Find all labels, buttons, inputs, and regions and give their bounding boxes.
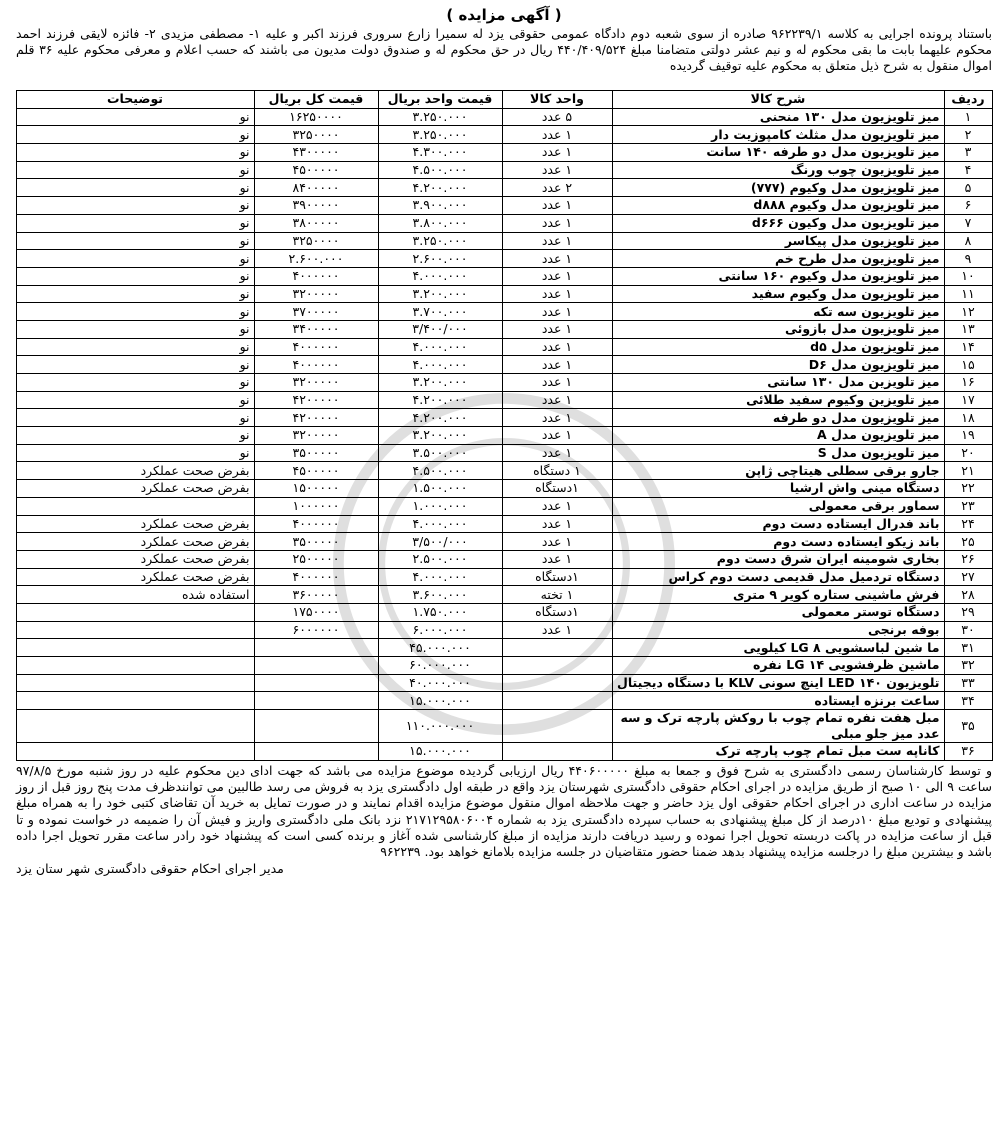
item-unit: ۱ عدد (502, 197, 612, 215)
item-unit-price: ۳/۵۰۰/۰۰۰ (378, 533, 502, 551)
item-total-price: ۳۶۰۰۰۰۰ (254, 586, 378, 604)
item-unit-price: ۴.۲۰۰.۰۰۰ (378, 179, 502, 197)
item-unit: ۱ عدد (502, 409, 612, 427)
item-total-price: ۳۹۰۰۰۰۰ (254, 197, 378, 215)
item-total-price: ۴۲۰۰۰۰۰ (254, 409, 378, 427)
item-description: میز تلویزیون مدل دو طرفه (612, 409, 944, 427)
item-notes: نو (16, 427, 254, 445)
item-unit-price: ۳.۲۵۰.۰۰۰ (378, 126, 502, 144)
item-total-price: ۱۵۰۰۰۰۰ (254, 480, 378, 498)
row-number: ۲۷ (944, 568, 992, 586)
item-unit: ۱ عدد (502, 444, 612, 462)
item-total-price: ۴۰۰۰۰۰۰ (254, 338, 378, 356)
table-row (16, 497, 992, 515)
table-row (16, 674, 992, 692)
item-description: مبل هفت نفره تمام چوب با روکش پارچه ترک و سه عدد میز جلو مبلی (612, 710, 944, 743)
item-unit (502, 639, 612, 657)
row-number: ۱۷ (944, 391, 992, 409)
item-description: میز تلویزیون مدل مثلث کامپوزیت دار (612, 126, 944, 144)
table-row (16, 657, 992, 675)
item-total-price: ۴۵۰۰۰۰۰ (254, 161, 378, 179)
item-description: میز تلویزیون مدل وکیوم d۸۸۸ (612, 197, 944, 215)
row-number: ۲۱ (944, 462, 992, 480)
item-notes: نو (16, 144, 254, 162)
item-notes (16, 674, 254, 692)
item-description: تلویزیون LED ۱۴۰ اینچ سونی KLV با دستگاه دیجیتال (612, 674, 944, 692)
item-unit: ۱ عدد (502, 161, 612, 179)
item-unit (502, 710, 612, 743)
table-row (16, 710, 992, 743)
header-unit-price: قیمت واحد بریال (378, 91, 502, 109)
row-number: ۱ (944, 108, 992, 126)
table-row (16, 232, 992, 250)
item-unit: ۱ عدد (502, 515, 612, 533)
item-description: میز تلویزیون مدل وکیون d۶۶۶ (612, 214, 944, 232)
row-number: ۲۳ (944, 497, 992, 515)
table-row (16, 409, 992, 427)
item-notes (16, 603, 254, 621)
item-total-price: ۳۲۵۰۰۰۰ (254, 232, 378, 250)
item-notes: نو (16, 409, 254, 427)
item-unit-price: ۲.۵۰۰.۰۰۰ (378, 550, 502, 568)
item-unit-price: ۳.۲۰۰.۰۰۰ (378, 285, 502, 303)
row-number: ۳۵ (944, 710, 992, 743)
item-total-price (254, 657, 378, 675)
item-notes: نو (16, 320, 254, 338)
item-total-price: ۴۳۰۰۰۰۰ (254, 144, 378, 162)
table-row (16, 692, 992, 710)
item-total-price: ۳۵۰۰۰۰۰ (254, 533, 378, 551)
table-row (16, 126, 992, 144)
item-total-price: ۳۲۰۰۰۰۰ (254, 427, 378, 445)
item-description: میز تلویزیون چوب ورنگ (612, 161, 944, 179)
row-number: ۲۹ (944, 603, 992, 621)
table-row (16, 444, 992, 462)
items-table (16, 90, 993, 761)
item-unit (502, 692, 612, 710)
item-notes: بفرض صحت عملکرد (16, 550, 254, 568)
item-unit: ۱ عدد (502, 232, 612, 250)
item-unit-price: ۴.۳۰۰.۰۰۰ (378, 144, 502, 162)
intro-text: باستناد پرونده اجرایی به کلاسه ۹۶۲۲۳۹/۱ صادره از سوی شعبه دوم دادگاه عمومی حقوقی یزد له سمیرا زارع سروری فرزند اکبر و علیه ۱- مصطفی مزیدی ۲- فائزه لایقی فرزند احمد محکوم علیهما بابت ما بقی محکوم له و نیم عشر دولتی متضامنا مبلغ ۴۴۰/۴۰۹/۵۲۴ ریال در حق محکوم له و صندوق دولت مدیون می باشند که حسب اعلام و معرفی محکوم علیه ۳۶ قلم اموال منقول به شرح ذیل متعلق به محکوم علیه توقیف گردیده (16, 26, 992, 73)
table-header-row (16, 91, 992, 109)
item-unit-price: ۶۰.۰۰۰.۰۰۰ (378, 657, 502, 675)
item-description: ما شین لباسشویی LG ۸ کیلویی (612, 639, 944, 657)
item-notes: نو (16, 374, 254, 392)
item-unit-price: ۳.۲۰۰.۰۰۰ (378, 374, 502, 392)
item-notes (16, 710, 254, 743)
item-total-price: ۴۰۰۰۰۰۰ (254, 356, 378, 374)
item-description: میز تلویزیون مدل وکیوم ۱۶۰ سانتی (612, 267, 944, 285)
item-unit: ۱دستگاه (502, 480, 612, 498)
item-total-price: ۱۰۰۰۰۰۰ (254, 497, 378, 515)
item-notes: بفرض صحت عملکرد (16, 533, 254, 551)
item-unit-price: ۳.۲۵۰.۰۰۰ (378, 108, 502, 126)
item-unit-price: ۴.۰۰۰.۰۰۰ (378, 338, 502, 356)
table-row (16, 303, 992, 321)
item-unit: ۱ عدد (502, 126, 612, 144)
table-row (16, 214, 992, 232)
item-notes: بفرض صحت عملکرد (16, 462, 254, 480)
item-unit-price: ۳.۲۵۰.۰۰۰ (378, 232, 502, 250)
item-unit-price: ۴۵.۰۰۰.۰۰۰ (378, 639, 502, 657)
row-number: ۴ (944, 161, 992, 179)
table-row (16, 743, 992, 761)
item-notes: نو (16, 232, 254, 250)
item-total-price: ۳۵۰۰۰۰۰ (254, 444, 378, 462)
item-unit: ۱ عدد (502, 214, 612, 232)
table-row (16, 320, 992, 338)
row-number: ۳ (944, 144, 992, 162)
item-unit-price: ۱۵.۰۰۰.۰۰۰ (378, 692, 502, 710)
item-unit: ۱دستگاه (502, 603, 612, 621)
table-row (16, 374, 992, 392)
row-number: ۸ (944, 232, 992, 250)
item-unit-price: ۱.۷۵۰.۰۰۰ (378, 603, 502, 621)
table-row (16, 515, 992, 533)
item-total-price: ۲.۶۰۰.۰۰۰ (254, 250, 378, 268)
item-unit: ۱ عدد (502, 285, 612, 303)
item-notes: نو (16, 214, 254, 232)
item-notes: نو (16, 303, 254, 321)
row-number: ۱۵ (944, 356, 992, 374)
item-description: میز تلویزیون مدل طرح خم (612, 250, 944, 268)
item-unit: ۱ عدد (502, 267, 612, 285)
row-number: ۲۶ (944, 550, 992, 568)
item-notes (16, 621, 254, 639)
item-unit: ۱ عدد (502, 427, 612, 445)
item-unit-price: ۴.۲۰۰.۰۰۰ (378, 391, 502, 409)
item-total-price: ۳۴۰۰۰۰۰ (254, 320, 378, 338)
item-notes (16, 657, 254, 675)
item-unit: ۱ عدد (502, 621, 612, 639)
item-unit: ۱ عدد (502, 250, 612, 268)
signature-line (4, 861, 1004, 876)
item-unit-price: ۱۱۰.۰۰۰.۰۰۰ (378, 710, 502, 743)
item-description: کاناپه ست مبل تمام چوب پارچه ترک (612, 743, 944, 761)
row-number: ۳۶ (944, 743, 992, 761)
item-unit: ۱ عدد (502, 550, 612, 568)
item-unit-price: ۳.۲۰۰.۰۰۰ (378, 427, 502, 445)
item-unit-price: ۱.۵۰۰.۰۰۰ (378, 480, 502, 498)
row-number: ۲۵ (944, 533, 992, 551)
item-total-price: ۴۵۰۰۰۰۰ (254, 462, 378, 480)
item-unit (502, 743, 612, 761)
item-unit-price: ۱۵.۰۰۰.۰۰۰ (378, 743, 502, 761)
item-description: میز تلویزیون مدل بازوئی (612, 320, 944, 338)
item-total-price: ۶۰۰۰۰۰۰ (254, 621, 378, 639)
item-total-price: ۱۷۵۰۰۰۰ (254, 603, 378, 621)
item-notes (16, 497, 254, 515)
item-notes: نو (16, 126, 254, 144)
item-description: میز تلویزیون مدل d۵ (612, 338, 944, 356)
item-description: میز تلویزیون مدل وکیوم (۷۷۷) (612, 179, 944, 197)
table-row (16, 250, 992, 268)
item-description: میز تلویزین مدل ۱۳۰ سانتی (612, 374, 944, 392)
item-total-price: ۴۰۰۰۰۰۰ (254, 267, 378, 285)
item-notes: بفرض صحت عملکرد (16, 480, 254, 498)
item-notes (16, 743, 254, 761)
table-row (16, 161, 992, 179)
item-description: فرش ماشینی ستاره کویر ۹ متری (612, 586, 944, 604)
item-total-price: ۳۸۰۰۰۰۰ (254, 214, 378, 232)
item-unit: ۱ عدد (502, 374, 612, 392)
row-number: ۳۳ (944, 674, 992, 692)
item-description: بخاری شومینه ایران شرق دست دوم (612, 550, 944, 568)
item-unit-price: ۳/۴۰۰/۰۰۰ (378, 320, 502, 338)
table-row (16, 267, 992, 285)
item-description: باند زیکو ایستاده دست دوم (612, 533, 944, 551)
item-unit: ۱ عدد (502, 144, 612, 162)
header-description: شرح کالا (612, 91, 944, 109)
item-unit: ۱دستگاه (502, 568, 612, 586)
row-number: ۱۹ (944, 427, 992, 445)
item-description: میز تلویزیون مدل A (612, 427, 944, 445)
item-unit: ۱ عدد (502, 497, 612, 515)
row-number: ۲۴ (944, 515, 992, 533)
item-unit: ۱ عدد (502, 356, 612, 374)
item-unit: ۱ عدد (502, 303, 612, 321)
row-number: ۳۲ (944, 657, 992, 675)
item-unit-price: ۳.۷۰۰.۰۰۰ (378, 303, 502, 321)
item-notes: نو (16, 197, 254, 215)
header-row-number: ردیف (944, 91, 992, 109)
item-notes: نو (16, 338, 254, 356)
item-notes: نو (16, 285, 254, 303)
row-number: ۲۲ (944, 480, 992, 498)
item-total-price: ۱۶۲۵۰۰۰۰ (254, 108, 378, 126)
signature-text: مدیر اجرای احکام حقوقی دادگستری شهر ستان یزد (16, 860, 284, 876)
item-notes: بفرض صحت عملکرد (16, 568, 254, 586)
row-number: ۷ (944, 214, 992, 232)
item-unit: ۵ عدد (502, 108, 612, 126)
item-total-price: ۲۵۰۰۰۰۰ (254, 550, 378, 568)
intro-paragraph (4, 26, 1004, 90)
row-number: ۹ (944, 250, 992, 268)
item-description: دستگاه توستر معمولی (612, 603, 944, 621)
item-total-price: ۳۲۰۰۰۰۰ (254, 374, 378, 392)
item-unit-price: ۱.۰۰۰.۰۰۰ (378, 497, 502, 515)
row-number: ۶ (944, 197, 992, 215)
table-row (16, 621, 992, 639)
item-unit: ۱ تخته (502, 586, 612, 604)
row-number: ۱۶ (944, 374, 992, 392)
row-number: ۲ (944, 126, 992, 144)
table-row (16, 356, 992, 374)
item-unit-price: ۳.۶۰۰.۰۰۰ (378, 586, 502, 604)
item-description: سماور برقی معمولی (612, 497, 944, 515)
item-total-price: ۳۲۰۰۰۰۰ (254, 285, 378, 303)
item-notes: نو (16, 161, 254, 179)
item-unit: ۲ عدد (502, 179, 612, 197)
item-unit-price: ۴.۵۰۰.۰۰۰ (378, 462, 502, 480)
item-description: میز تلویزیون مدل وکیوم سفید (612, 285, 944, 303)
item-notes: نو (16, 179, 254, 197)
table-row (16, 108, 992, 126)
table-row (16, 197, 992, 215)
row-number: ۱۰ (944, 267, 992, 285)
item-description: میز تلویزیون مدل S (612, 444, 944, 462)
item-unit: ۱ دستگاه (502, 462, 612, 480)
table-row (16, 480, 992, 498)
item-description: ماشین ظرفشویی LG ۱۴ نفره (612, 657, 944, 675)
item-total-price: ۴۰۰۰۰۰۰ (254, 568, 378, 586)
item-unit-price: ۳.۵۰۰.۰۰۰ (378, 444, 502, 462)
item-notes (16, 692, 254, 710)
item-notes: نو (16, 108, 254, 126)
header-notes: توضیحات (16, 91, 254, 109)
item-unit (502, 674, 612, 692)
item-unit-price: ۴.۵۰۰.۰۰۰ (378, 161, 502, 179)
item-description: میز تلویزیون مدل ۱۳۰ منحنی (612, 108, 944, 126)
row-number: ۱۲ (944, 303, 992, 321)
item-total-price (254, 710, 378, 743)
item-notes: استفاده شده (16, 586, 254, 604)
item-notes: نو (16, 444, 254, 462)
row-number: ۱۴ (944, 338, 992, 356)
table-row (16, 285, 992, 303)
row-number: ۳۰ (944, 621, 992, 639)
item-description: دستگاه تردمیل مدل قدیمی دست دوم کراس (612, 568, 944, 586)
row-number: ۱۸ (944, 409, 992, 427)
item-total-price: ۴۰۰۰۰۰۰ (254, 515, 378, 533)
auction-notice (4, 4, 1004, 1115)
item-unit-price: ۴.۰۰۰.۰۰۰ (378, 515, 502, 533)
header-unit: واحد کالا (502, 91, 612, 109)
item-unit-price: ۶.۰۰۰.۰۰۰ (378, 621, 502, 639)
item-total-price: ۴۲۰۰۰۰۰ (254, 391, 378, 409)
row-number: ۲۰ (944, 444, 992, 462)
row-number: ۱۳ (944, 320, 992, 338)
table-row (16, 338, 992, 356)
row-number: ۱۱ (944, 285, 992, 303)
table-row (16, 603, 992, 621)
item-total-price: ۳۲۵۰۰۰۰ (254, 126, 378, 144)
item-description: دستگاه مینی واش ارشیا (612, 480, 944, 498)
item-description: میز تلویزین وکیوم سفید طلائی (612, 391, 944, 409)
item-description: ساعت برنزه ایستاده (612, 692, 944, 710)
table-row (16, 568, 992, 586)
header-total-price: قیمت کل بریال (254, 91, 378, 109)
footer-text: و توسط کارشناسان رسمی دادگستری به شرح فوق و جمعا به مبلغ ۴۴۰۶۰۰۰۰۰ ریال ارزیابی گردیده موضوع مزایده می باشد که جهت ادای دین محکوم علیه در روز شنبه مورخ ۹۷/۸/۵ ساعت ۹ الی ۱۰ صبح از طریق مزایده در اجرای احکام حقوقی دادگستری شهرستان یزد واقع در طبقه اول دادگستری یزد به فروش می رسد طالبین می توانندظرف مدت پنج روز قبل از روز مزایده در ساعت اداری در اجرای احکام حقوقی اول یزد حاضر و جهت ملاحظه اموال منقول موضوع مزایده اقدام نمایند و در صورت تمایل به خرید آن تقاضای کتبی خود را به همراه مبلغ پیشنهادی و تودیع مبلغ ۱۰درصد از کل مبلغ پیشنهادی به حساب سپرده دادگستری یزد به شماره ۲۱۷۱۲۹۵۸۰۶۰۰۴ نزد بانک ملی دادگستری واریز و فیش آن را ضمیمه در خواست نموده و تا قبل از ساعت مزایده در پاکت دربسته تحویل اجرا نموده و رسید دریافت دارند مزایده از مبلغ کارشناسی شده آغاز و برنده کسی است که پیشنهاد خود رادر ساعت مقرر تحویل اجرا داده باشد و بیشترین مبلغ را درجلسه مزایده پیشنهاد بدهد ضمنا حضور متقاضیان در جلسه مزایده بلامانع خواهد بود. ۹۶۲۲۳۹ (16, 762, 993, 860)
table-row (16, 550, 992, 568)
item-total-price: ۸۴۰۰۰۰۰ (254, 179, 378, 197)
footer-paragraph (4, 761, 1004, 861)
row-number: ۵ (944, 179, 992, 197)
item-unit: ۱ عدد (502, 338, 612, 356)
table-row (16, 391, 992, 409)
item-unit (502, 657, 612, 675)
item-unit-price: ۳.۹۰۰.۰۰۰ (378, 197, 502, 215)
item-total-price (254, 674, 378, 692)
item-notes: نو (16, 356, 254, 374)
item-description: میز تلویزیون سه تکه (612, 303, 944, 321)
table-row (16, 533, 992, 551)
table-row (16, 179, 992, 197)
item-description: جارو برقی سطلی هیتاچی ژاپن (612, 462, 944, 480)
item-notes: نو (16, 267, 254, 285)
item-unit-price: ۳.۸۰۰.۰۰۰ (378, 214, 502, 232)
item-unit-price: ۲.۶۰۰.۰۰۰ (378, 250, 502, 268)
item-unit: ۱ عدد (502, 533, 612, 551)
item-description: بوفه برنجی (612, 621, 944, 639)
item-unit-price: ۴.۲۰۰.۰۰۰ (378, 409, 502, 427)
item-unit-price: ۴.۰۰۰.۰۰۰ (378, 356, 502, 374)
item-total-price (254, 743, 378, 761)
table-row (16, 144, 992, 162)
item-notes (16, 639, 254, 657)
row-number: ۳۱ (944, 639, 992, 657)
notice-title: ( آگهی مزایده ) (446, 6, 562, 24)
item-notes: بفرض صحت عملکرد (16, 515, 254, 533)
row-number: ۲۸ (944, 586, 992, 604)
table-row (16, 462, 992, 480)
item-unit: ۱ عدد (502, 320, 612, 338)
item-unit-price: ۴.۰۰۰.۰۰۰ (378, 267, 502, 285)
item-description: میز تلویزیون مدل پیکاسر (612, 232, 944, 250)
row-number: ۳۴ (944, 692, 992, 710)
item-total-price (254, 692, 378, 710)
item-description: باند فدرال ایستاده دست دوم (612, 515, 944, 533)
item-total-price (254, 639, 378, 657)
item-notes: نو (16, 391, 254, 409)
item-unit: ۱ عدد (502, 391, 612, 409)
table-body (16, 108, 992, 760)
item-total-price: ۳۷۰۰۰۰۰ (254, 303, 378, 321)
item-unit-price: ۴.۰۰۰.۰۰۰ (378, 568, 502, 586)
item-description: میز تلویزیون مدل D۶ (612, 356, 944, 374)
table-row (16, 639, 992, 657)
item-notes: نو (16, 250, 254, 268)
item-unit-price: ۴۰.۰۰۰.۰۰۰ (378, 674, 502, 692)
table-row (16, 586, 992, 604)
table-row (16, 427, 992, 445)
item-description: میز تلویزیون مدل دو طرفه ۱۴۰ سانت (612, 144, 944, 162)
